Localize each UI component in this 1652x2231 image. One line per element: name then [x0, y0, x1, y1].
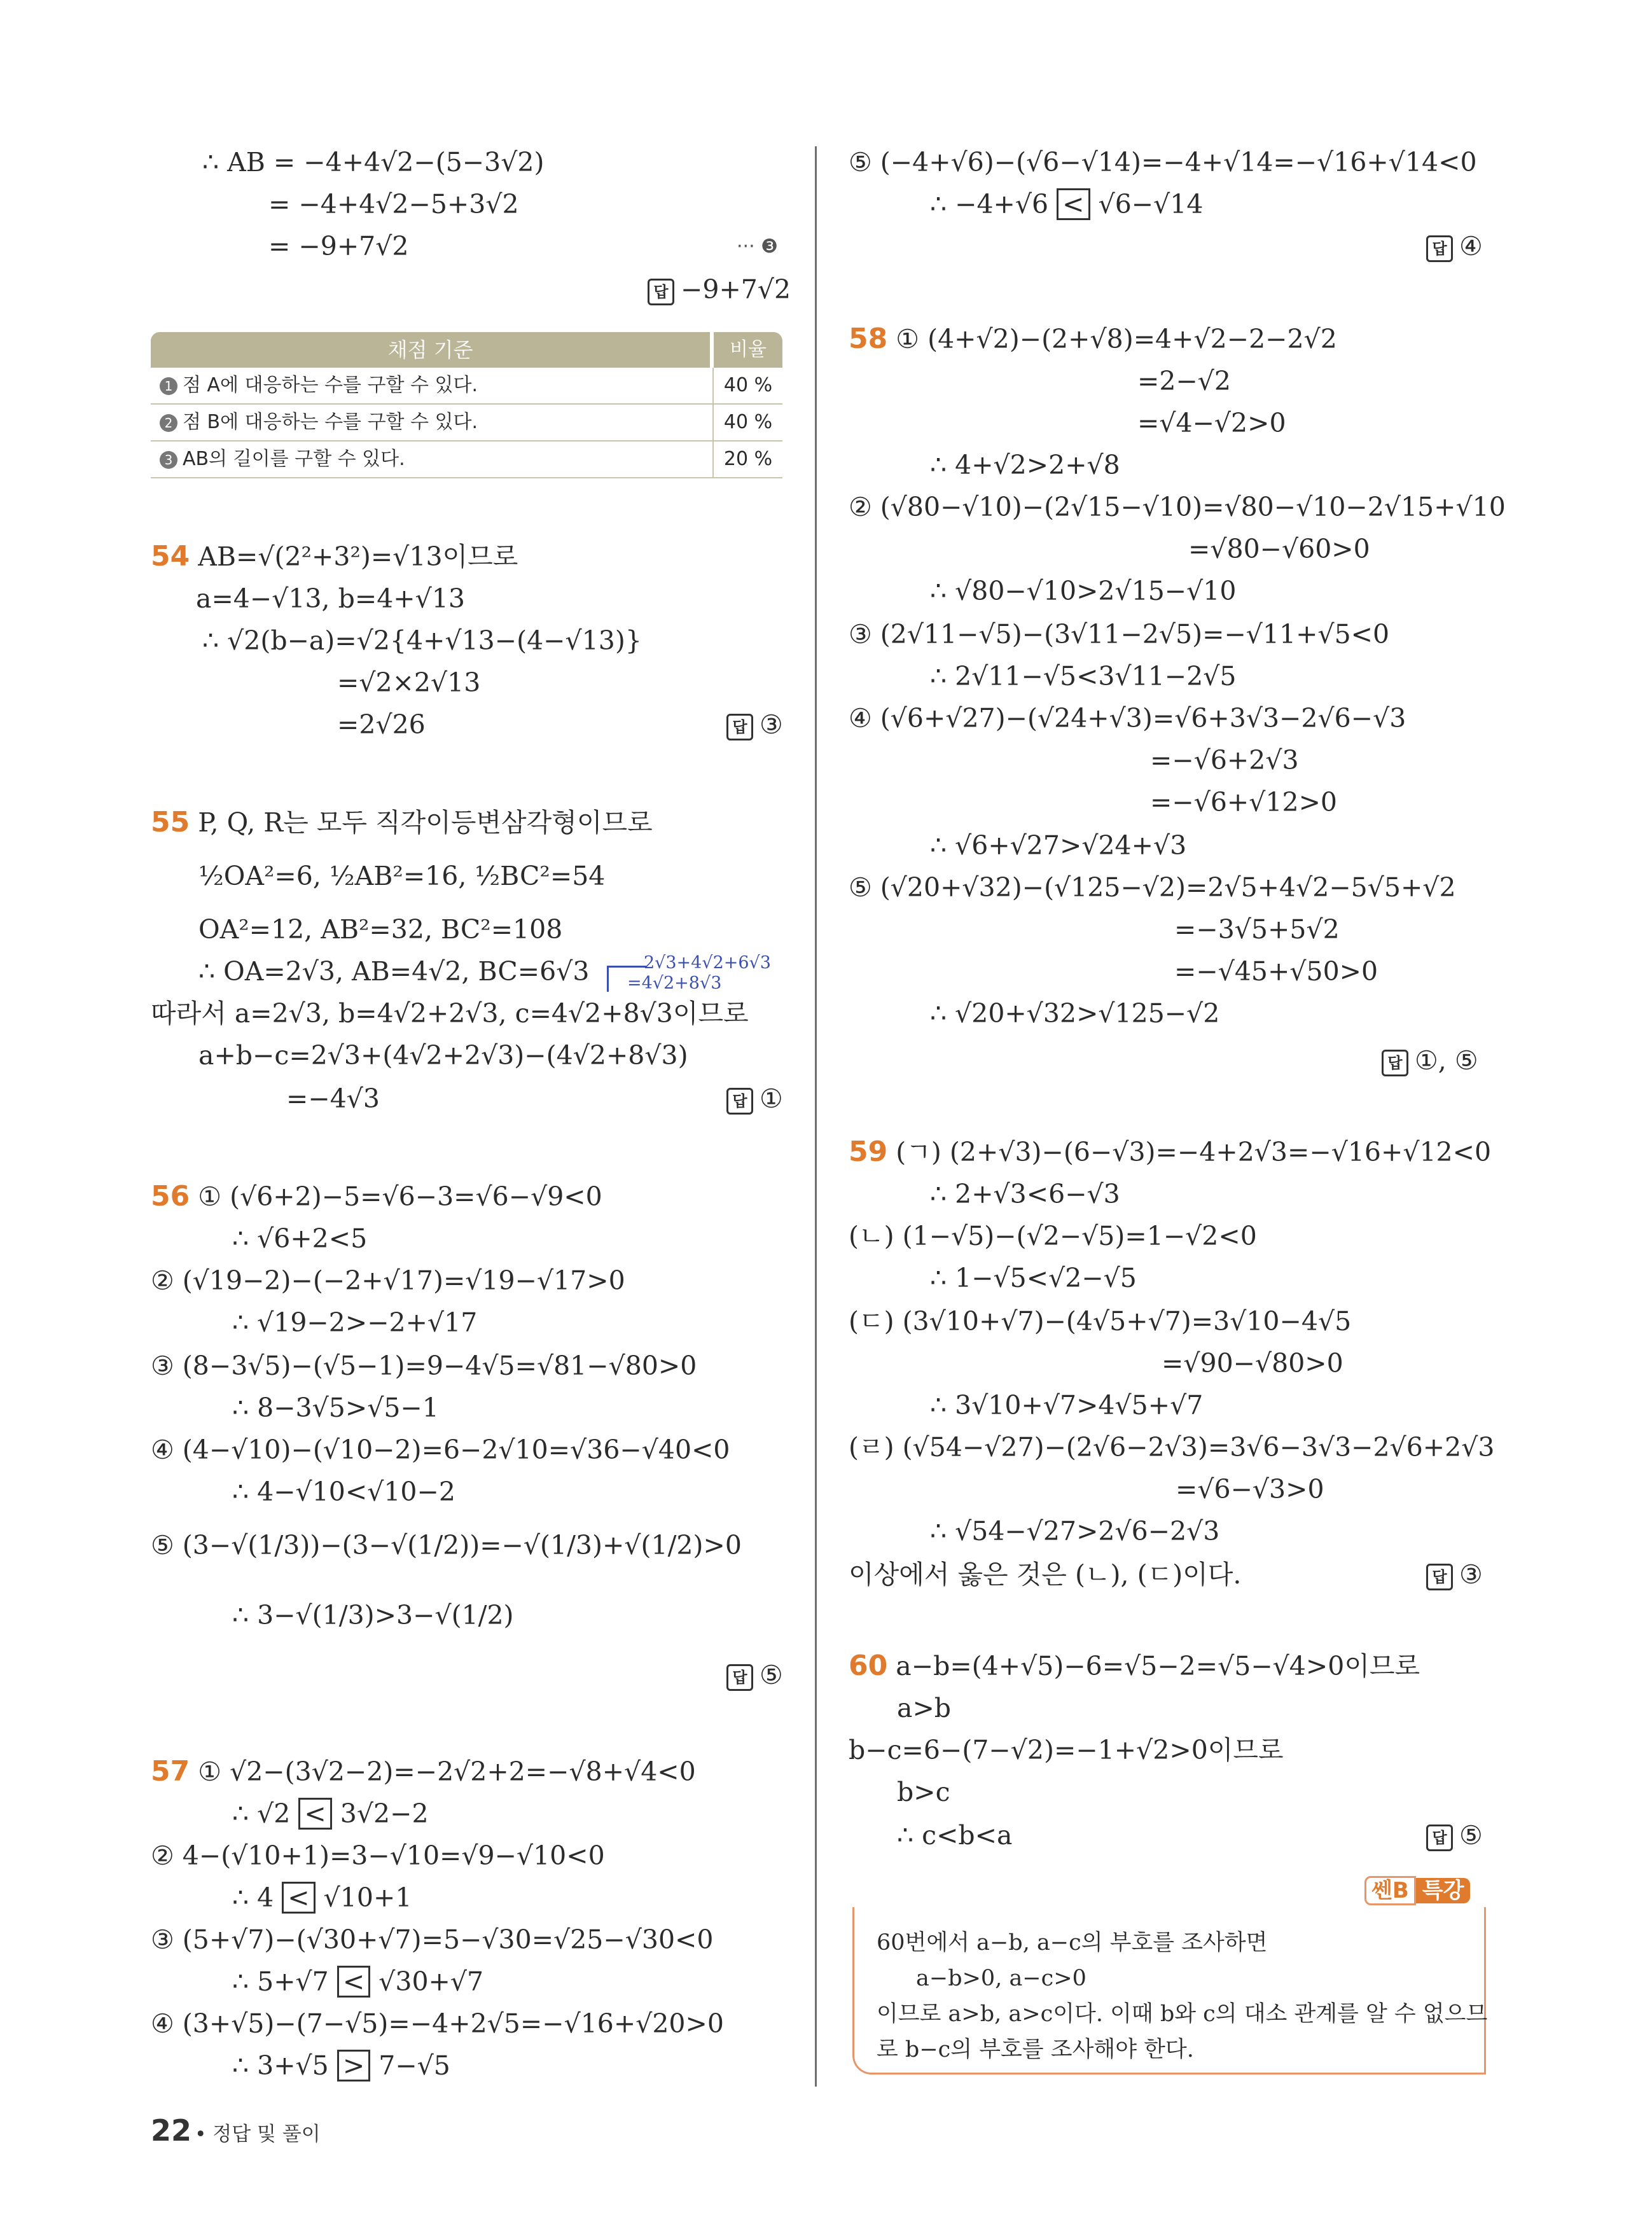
p56-answer-value: ⑤ [760, 1660, 783, 1690]
p55-note-1: 2√3+4√2+6√3 [644, 953, 771, 973]
answer-icon: 답 [1426, 1564, 1453, 1590]
answer-icon: 답 [726, 714, 753, 740]
problem-number: 55 [151, 806, 190, 838]
answer-icon: 답 [726, 1088, 753, 1115]
p55-line-1 [151, 804, 653, 841]
p54-line-5: =2√26 [337, 709, 426, 740]
p59-line-8: (ㄹ) (√54−√27)−(2√6−2√3)=3√6−3√3−2√6+2√3 [849, 1432, 1495, 1463]
p57-line-1 [151, 1753, 696, 1790]
p58-line-11: =−√6+2√3 [1150, 745, 1299, 775]
p55-note-2: =4√2+8√3 [627, 973, 722, 993]
p56-line-4: ∴ √19−2>−2+√17 [232, 1307, 478, 1338]
scoring-row-ratio: 40 % [712, 405, 782, 440]
concl-left: ∴ 5+√7 [232, 1966, 329, 1997]
p54-text: AB=√(2²+3²)=√13이므로 [198, 541, 518, 572]
p59-line-7: ∴ 3√10+√7>4√5+√7 [930, 1390, 1204, 1421]
p55-line-3: OA²=12, AB²=32, BC²=108 [198, 914, 563, 945]
p54-line-2: a=4−√13, b=4+√13 [196, 583, 465, 614]
p55-answer [726, 1080, 783, 1117]
p57-line-3: ③ (5+√7)−(√30+√7)=5−√30=√25−√30<0 [151, 1924, 714, 1955]
p57-line-4: ④ (3+√5)−(7−√5)=−4+2√5=−√16+√20>0 [151, 2008, 724, 2039]
scoring-row-text: 점 B에 대응하는 수를 구할 수 있다. [183, 411, 478, 433]
p59-line-10: ∴ √54−√27>2√6−2√3 [930, 1516, 1220, 1546]
scoring-row [151, 368, 782, 405]
concl-right: √10+1 [323, 1882, 412, 1913]
p54-answer-value: ③ [760, 709, 783, 740]
p55-line-5: 따라서 a=2√3, b=4√2+2√3, c=4√2+8√3이므로 [151, 998, 749, 1029]
p59-line-4: ∴ 1−√5<√2−√5 [930, 1263, 1137, 1293]
p58-line-4: ∴ 4+√2>2+√8 [930, 450, 1120, 480]
problem-number: 59 [849, 1136, 888, 1168]
p57-concl-1 [232, 1795, 429, 1832]
p60-line-4: b>c [897, 1777, 950, 1807]
p56-line-9: ⑤ (3−√(1/3))−(3−√(1/2))=−√(1/3)+√(1/2)>0 [151, 1530, 742, 1560]
concl-right: 3√2−2 [340, 1798, 429, 1829]
comparison-box: < [298, 1798, 331, 1830]
concl-left: ∴ √2 [232, 1798, 291, 1829]
scoring-row-text: 점 A에 대응하는 수를 구할 수 있다. [183, 374, 478, 396]
p58-line-5: ② (√80−√10)−(2√15−√10)=√80−√10−2√15+√10 [849, 492, 1506, 522]
p53-line-3: = −9+7√2 [268, 231, 409, 261]
p56-line-5: ③ (8−3√5)−(√5−1)=9−4√5=√81−√80>0 [151, 1351, 697, 1381]
p58-line-13: ∴ √6+√27>√24+√3 [930, 830, 1187, 861]
p58-line-1 [849, 321, 1337, 358]
p58-line-15: =−3√5+5√2 [1174, 914, 1340, 945]
concl-right: 7−√5 [378, 2050, 450, 2081]
page-number: 22 [151, 2113, 192, 2148]
p60-line-3: b−c=6−(7−√2)=−1+√2>0이므로 [849, 1735, 1284, 1765]
p55-line-7: =−4√3 [286, 1083, 380, 1114]
p57-line-2: ② 4−(√10+1)=3−√10=√9−√10<0 [151, 1840, 605, 1871]
p58-line-7: ∴ √80−√10>2√15−√10 [930, 576, 1237, 606]
p57-answer [1426, 228, 1483, 265]
p58-answer-value: ①, ⑤ [1415, 1045, 1478, 1076]
p57-text: ① √2−(3√2−2)=−2√2+2=−√8+√4<0 [198, 1756, 696, 1787]
scoring-row [151, 405, 782, 441]
comparison-box: < [1057, 188, 1090, 220]
problem-number: 56 [151, 1180, 190, 1213]
tip-label-title: 특강 [1416, 1878, 1471, 1903]
tip-line-1: 60번에서 a−b, a−c의 부호를 조사하면 [877, 1930, 1268, 1956]
p55-line-2: ½OA²=6, ½AB²=16, ½BC²=54 [198, 861, 606, 891]
answer-icon: 답 [1382, 1050, 1408, 1076]
p60-answer-value: ⑤ [1459, 1820, 1483, 1851]
p55-text: P, Q, R는 모두 직각이등변삼각형이므로 [198, 807, 653, 838]
p55-line-6: a+b−c=2√3+(4√2+2√3)−(4√2+8√3) [198, 1040, 688, 1071]
p57-line-5: ⑤ (−4+√6)−(√6−√14)=−4+√14=−√16+√14<0 [849, 147, 1477, 177]
step-3-icon: 3 [160, 451, 177, 469]
p59-line-1 [849, 1134, 1491, 1171]
comparison-box: > [337, 2050, 370, 2082]
p53-answer [648, 271, 791, 308]
p56-line-2: ∴ √6+2<5 [232, 1223, 368, 1254]
p58-line-3: =√4−√2>0 [1137, 408, 1286, 438]
p54-answer [726, 706, 783, 743]
p54-line-3: ∴ √2(b−a)=√2{4+√13−(4−√13)} [202, 625, 642, 656]
tip-line-2: a−b>0, a−c>0 [916, 1966, 1086, 1991]
p59-answer [1426, 1556, 1483, 1593]
problem-number: 54 [151, 540, 190, 573]
p56-answer [726, 1657, 783, 1693]
p56-line-10: ∴ 3−√(1/3)>3−√(1/2) [232, 1600, 514, 1630]
comparison-box: < [337, 1966, 370, 1998]
p60-line-5: ∴ c<b<a [897, 1820, 1013, 1851]
scoring-row [151, 441, 782, 478]
column-divider [815, 146, 817, 2087]
p58-answer [1382, 1042, 1478, 1079]
p57-concl-4 [232, 2047, 450, 2084]
p58-line-12: =−√6+√12>0 [1150, 787, 1338, 817]
p54-line-1 [151, 538, 518, 575]
p59-text: (ㄱ) (2+√3)−(6−√3)=−4+2√3=−√16+√12<0 [896, 1137, 1492, 1167]
concl-left: ∴ 4 [232, 1882, 274, 1913]
p53-line-1: ∴ AB = −4+4√2−(5−3√2) [202, 147, 545, 177]
p56-line-6: ∴ 8−3√5>√5−1 [232, 1393, 439, 1423]
p57-concl-2 [232, 1879, 412, 1916]
p55-line-4: ∴ OA=2√3, AB=4√2, BC=6√3 [198, 956, 590, 987]
scoring-row-ratio: 20 % [712, 441, 782, 477]
p58-line-10: ④ (√6+√27)−(√24+√3)=√6+3√3−2√6−√3 [849, 703, 1406, 733]
answer-icon: 답 [726, 1664, 753, 1691]
p60-line-1 [849, 1648, 1420, 1685]
p56-line-7: ④ (4−√10)−(√10−2)=6−2√10=√36−√40<0 [151, 1435, 730, 1465]
p58-line-17: ∴ √20+√32>√125−√2 [930, 998, 1220, 1029]
p54-line-4: =√2×2√13 [337, 667, 481, 698]
p56-line-1 [151, 1178, 602, 1215]
page-footer [151, 2113, 321, 2148]
scoring-header: 채점 기준 [151, 332, 710, 368]
p59-answer-value: ③ [1459, 1559, 1483, 1590]
tip-label [1364, 1874, 1470, 1907]
p60-answer [1426, 1817, 1483, 1854]
p59-line-9: =√6−√3>0 [1176, 1474, 1324, 1505]
concl-right: √30+√7 [378, 1966, 484, 1997]
p58-line-9: ∴ 2√11−√5<3√11−2√5 [930, 661, 1237, 692]
p53-step-marker: ··· ❸ [737, 235, 779, 258]
footer-label: • 정답 및 풀이 [195, 2123, 321, 2146]
p58-line-2: =2−√2 [1137, 366, 1232, 396]
p58-line-16: =−√45+√50>0 [1174, 956, 1378, 987]
tip-line-4: 로 b−c의 부호를 조사해야 한다. [877, 2037, 1194, 2062]
p57-concl-5 [930, 186, 1203, 223]
step-2-icon: 2 [160, 414, 177, 432]
p53-line-2: = −4+4√2−5+3√2 [268, 189, 519, 219]
p56-line-8: ∴ 4−√10<√10−2 [232, 1477, 455, 1507]
p58-line-6: =√80−√60>0 [1188, 534, 1370, 564]
p59-line-11: 이상에서 옳은 것은 (ㄴ), (ㄷ)이다. [849, 1559, 1242, 1590]
p60-text: a−b=(4+√5)−6=√5−2=√5−√4>0이므로 [896, 1651, 1420, 1681]
p58-text: ① (4+√2)−(2+√8)=4+√2−2−2√2 [896, 324, 1337, 354]
p60-line-2: a>b [897, 1693, 952, 1723]
p57-answer-value: ④ [1459, 231, 1483, 261]
scoring-table [151, 332, 782, 478]
p53-answer-value: −9+7√2 [681, 274, 791, 305]
tip-line-3: 이므로 a>b, a>c이다. 이때 b와 c의 대소 관계를 알 수 없으므 [877, 2001, 1488, 2027]
p55-answer-value: ① [760, 1083, 783, 1114]
p57-concl-3 [232, 1963, 483, 2000]
p56-text: ① (√6+2)−5=√6−3=√6−√9<0 [198, 1181, 602, 1212]
p56-line-3: ② (√19−2)−(−2+√17)=√19−√17>0 [151, 1265, 625, 1296]
problem-number: 57 [151, 1755, 190, 1788]
concl-right: √6−√14 [1098, 189, 1204, 219]
step-1-icon: 1 [160, 377, 177, 395]
scoring-ratio-header: 비율 [714, 332, 782, 368]
p59-line-2: ∴ 2+√3<6−√3 [930, 1179, 1120, 1209]
answer-icon: 답 [648, 279, 674, 305]
p59-line-5: (ㄷ) (3√10+√7)−(4√5+√7)=3√10−4√5 [849, 1306, 1352, 1337]
answer-icon: 답 [1426, 235, 1453, 262]
p58-line-8: ③ (2√11−√5)−(3√11−2√5)=−√11+√5<0 [849, 619, 1390, 650]
problem-number: 60 [849, 1650, 888, 1682]
comparison-box: < [282, 1882, 315, 1914]
concl-left: ∴ 3+√5 [232, 2050, 329, 2081]
problem-number: 58 [849, 323, 888, 355]
scoring-row-text: AB의 길이를 구할 수 있다. [183, 448, 405, 470]
scoring-row-ratio: 40 % [712, 368, 782, 403]
tip-label-brand: 쎈B [1364, 1876, 1416, 1905]
concl-left: ∴ −4+√6 [930, 189, 1049, 219]
answer-icon: 답 [1426, 1824, 1453, 1851]
p58-line-14: ⑤ (√20+√32)−(√125−√2)=2√5+4√2−5√5+√2 [849, 872, 1456, 903]
p59-line-6: =√90−√80>0 [1162, 1348, 1343, 1379]
p59-line-3: (ㄴ) (1−√5)−(√2−√5)=1−√2<0 [849, 1221, 1257, 1251]
